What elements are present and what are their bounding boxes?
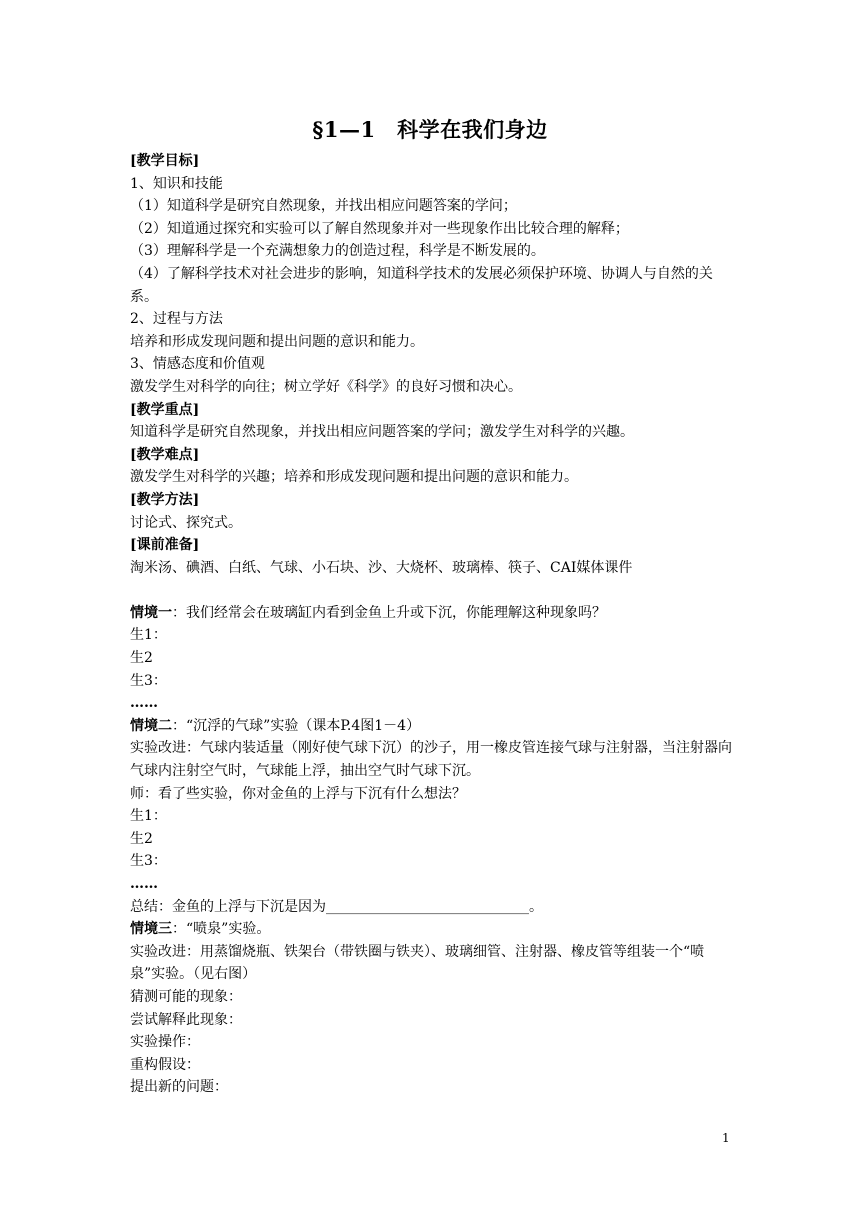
student-answer: 生2	[130, 830, 153, 847]
scene-one	[130, 602, 735, 625]
scene-two	[130, 715, 735, 738]
paragraph: 讨论式、探究式。	[130, 514, 242, 531]
section-heading-methods: [教学方法]	[130, 491, 200, 508]
experiment-improvement: 实验改进：气球内装适量（刚好使气球下沉）的沙子，用一橡皮管连接气球与注射器，当注射器向气球内注射空气时，气球能上浮，抽出空气时气球下沉。	[130, 740, 732, 780]
paragraph: 激发学生对科学的兴趣；培养和形成发现问题和提出问题的意识和能力。	[130, 469, 578, 486]
paragraph: 知道科学是研究自然现象，并找出相应问题答案的学问；激发学生对科学的兴趣。	[130, 424, 634, 441]
document-body	[130, 150, 735, 1099]
subheading-attitude: 3、情感态度和价值观	[130, 356, 265, 373]
teacher-question: 师：看了些实验，你对金鱼的上浮与下沉有什么想法？	[130, 785, 466, 802]
objective-item: （4）了解科学技术对社会进步的影响，知道科学技术的发展必须保护环境、协调人与自然的关系。	[130, 265, 713, 305]
objective-item: （3）理解科学是一个充满想象力的创造过程，科学是不断发展的。	[130, 243, 545, 260]
student-answer: 生3：	[130, 672, 167, 689]
scene-text: ：我们经常会在玻璃缸内看到金鱼上升或下沉，你能理解这种现象吗？	[172, 604, 606, 621]
student-answer: 生3：	[130, 853, 167, 870]
page-title: §1—1 科学在我们身边	[312, 117, 548, 142]
student-answer: 生1：	[130, 627, 167, 644]
prompt-new-question: 提出新的问题：	[130, 1079, 228, 1096]
scene-three	[130, 918, 735, 941]
experiment-improvement: 实验改进：用蒸馏烧瓶、铁架台（带铁圈与铁夹）、玻璃细管、注射器、橡皮管等组装一个“喷泉”实验。（见右图）	[130, 943, 705, 983]
page-number: 1	[722, 1131, 730, 1145]
prompt-hypothesis: 重构假设：	[130, 1056, 200, 1073]
scene-label: 情境三	[130, 921, 172, 938]
section-heading-preparation: [课前准备]	[130, 537, 200, 554]
prompt-operate: 实验操作：	[130, 1034, 200, 1051]
section-heading-difficulties: [教学难点]	[130, 446, 200, 463]
paragraph: 淘米汤、碘酒、白纸、气球、小石块、沙、大烧杯、玻璃棒、筷子、CAI媒体课件	[130, 559, 633, 576]
student-answer: 生2	[130, 650, 153, 667]
scene-label: 情境一	[130, 604, 172, 621]
paragraph: 激发学生对科学的向往；树立学好《科学》的良好习惯和决心。	[130, 378, 522, 395]
scene-text: ：“沉浮的气球”实验（课本P.4图1－4）	[172, 717, 421, 734]
subheading-process: 2、过程与方法	[130, 311, 223, 328]
section-heading-objectives: [教学目标]	[130, 153, 200, 169]
scene-label: 情境二	[130, 717, 172, 734]
prompt-explain: 尝试解释此现象：	[130, 1011, 242, 1028]
paragraph: 培养和形成发现问题和提出问题的意识和能力。	[130, 333, 424, 350]
summary: 总结：金鱼的上浮与下沉是因为_____________________________。	[130, 898, 543, 915]
objective-item: （1）知道科学是研究自然现象，并找出相应问题答案的学问；	[130, 198, 517, 215]
scene-text: ：“喷泉”实验。	[172, 921, 271, 938]
prompt-guess: 猜测可能的现象：	[130, 988, 242, 1005]
section-heading-key-points: [教学重点]	[130, 401, 200, 418]
ellipsis: ……	[130, 876, 158, 892]
objective-item: （2）知道通过探究和实验可以了解自然现象并对一些现象作出比较合理的解释；	[130, 220, 629, 237]
student-answer: 生1：	[130, 808, 167, 825]
subheading-knowledge: 1、知识和技能	[130, 175, 223, 192]
ellipsis: ……	[130, 695, 158, 712]
